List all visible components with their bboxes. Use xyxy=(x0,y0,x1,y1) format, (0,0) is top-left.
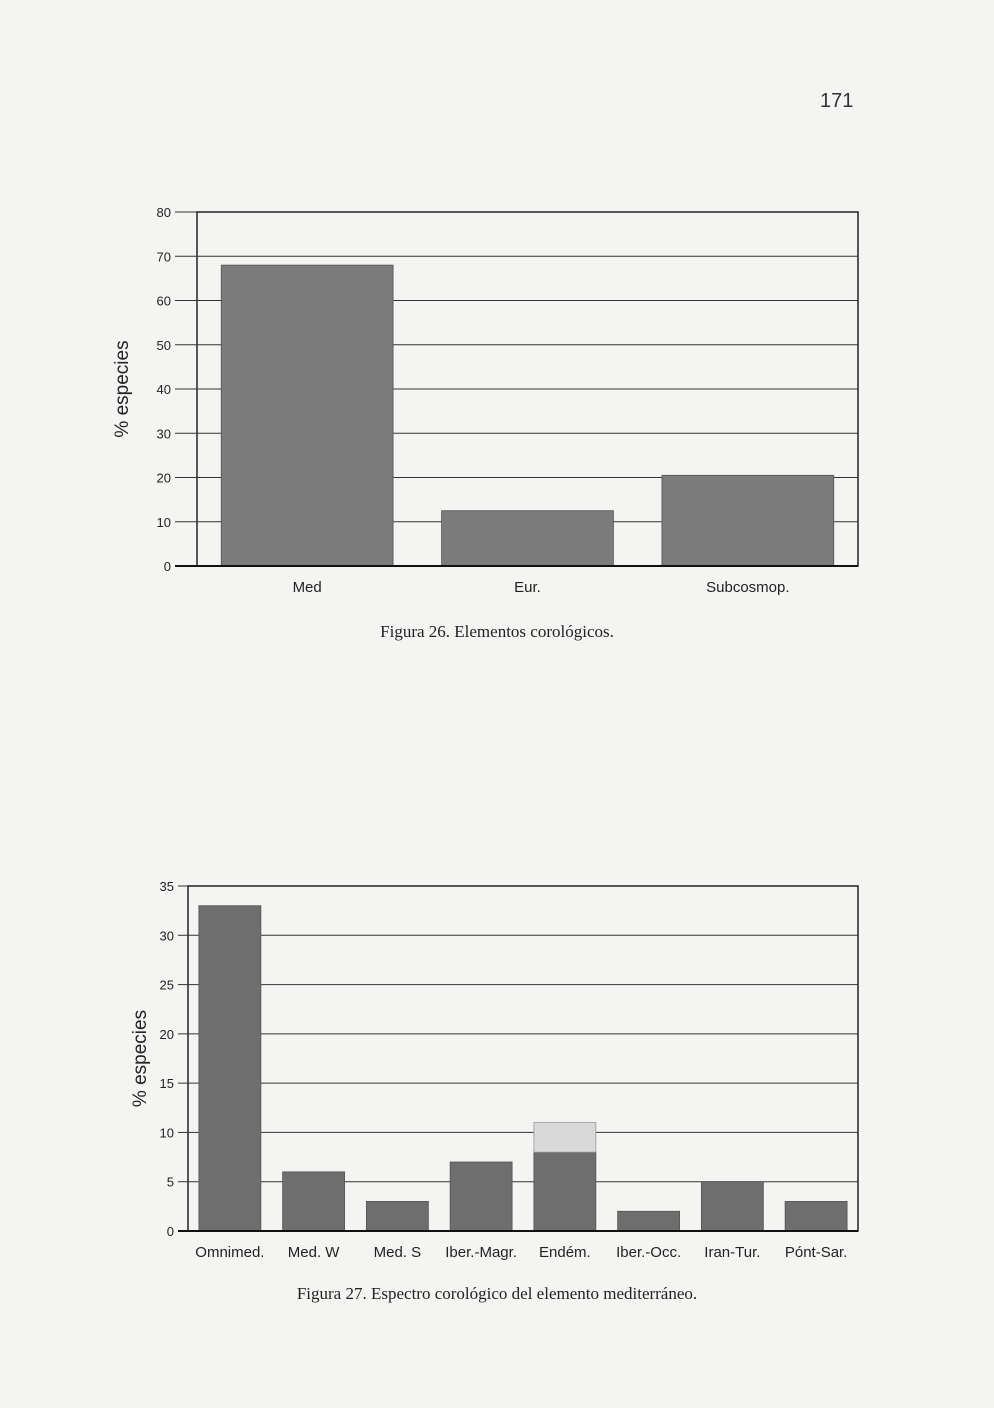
x-category-label: Omnimed. xyxy=(195,1244,265,1261)
x-category-label: Med. W xyxy=(287,1244,340,1261)
x-category-label: Iran-Tur. xyxy=(704,1244,761,1261)
y-tick-label: 20 xyxy=(156,470,171,486)
y-axis-label: % especies xyxy=(112,340,133,438)
y-tick-label: 0 xyxy=(163,559,171,574)
y-tick-label: 50 xyxy=(156,337,171,353)
y-tick-label: 80 xyxy=(156,205,171,220)
bar xyxy=(283,1172,345,1231)
x-category-label: Eur. xyxy=(514,579,541,596)
x-category-label: Med. S xyxy=(373,1244,422,1261)
y-axis-label: % especies xyxy=(130,1009,151,1108)
bar-stacked-segment xyxy=(534,1123,596,1153)
y-tick-label: 30 xyxy=(156,426,171,442)
x-category-label: Iber.-Occ. xyxy=(616,1244,682,1261)
page-number: 171 xyxy=(820,90,854,112)
x-category-label: Pónt-Sar. xyxy=(784,1244,848,1261)
bar xyxy=(534,1152,596,1231)
x-category-label: Subcosmop. xyxy=(706,579,790,596)
y-tick-label: 10 xyxy=(156,514,171,530)
y-tick-label: 15 xyxy=(159,1076,174,1092)
bar xyxy=(450,1162,512,1231)
bar xyxy=(618,1211,680,1231)
figure-26-caption: Figura 26. Elementos corológicos. xyxy=(380,622,614,641)
y-tick-label: 40 xyxy=(156,382,171,397)
x-category-label: Med xyxy=(292,579,322,596)
figure-27-caption: Figura 27. Espectro corológico del elemento mediterráneo. xyxy=(296,1284,698,1303)
y-tick-label: 30 xyxy=(159,928,174,944)
y-tick-label: 10 xyxy=(159,1125,174,1141)
y-tick-label: 25 xyxy=(159,977,174,993)
y-tick-label: 60 xyxy=(156,293,171,309)
bar xyxy=(199,906,261,1231)
y-tick-label: 20 xyxy=(159,1026,174,1042)
bar xyxy=(785,1201,847,1231)
y-tick-label: 35 xyxy=(159,879,174,894)
x-category-label: Iber.-Magr. xyxy=(445,1244,517,1261)
bar xyxy=(701,1182,763,1231)
y-tick-label: 0 xyxy=(166,1224,174,1239)
bar xyxy=(366,1201,428,1231)
x-category-label: Endém. xyxy=(539,1244,591,1261)
y-tick-label: 70 xyxy=(156,249,171,265)
y-tick-label: 5 xyxy=(166,1174,174,1190)
